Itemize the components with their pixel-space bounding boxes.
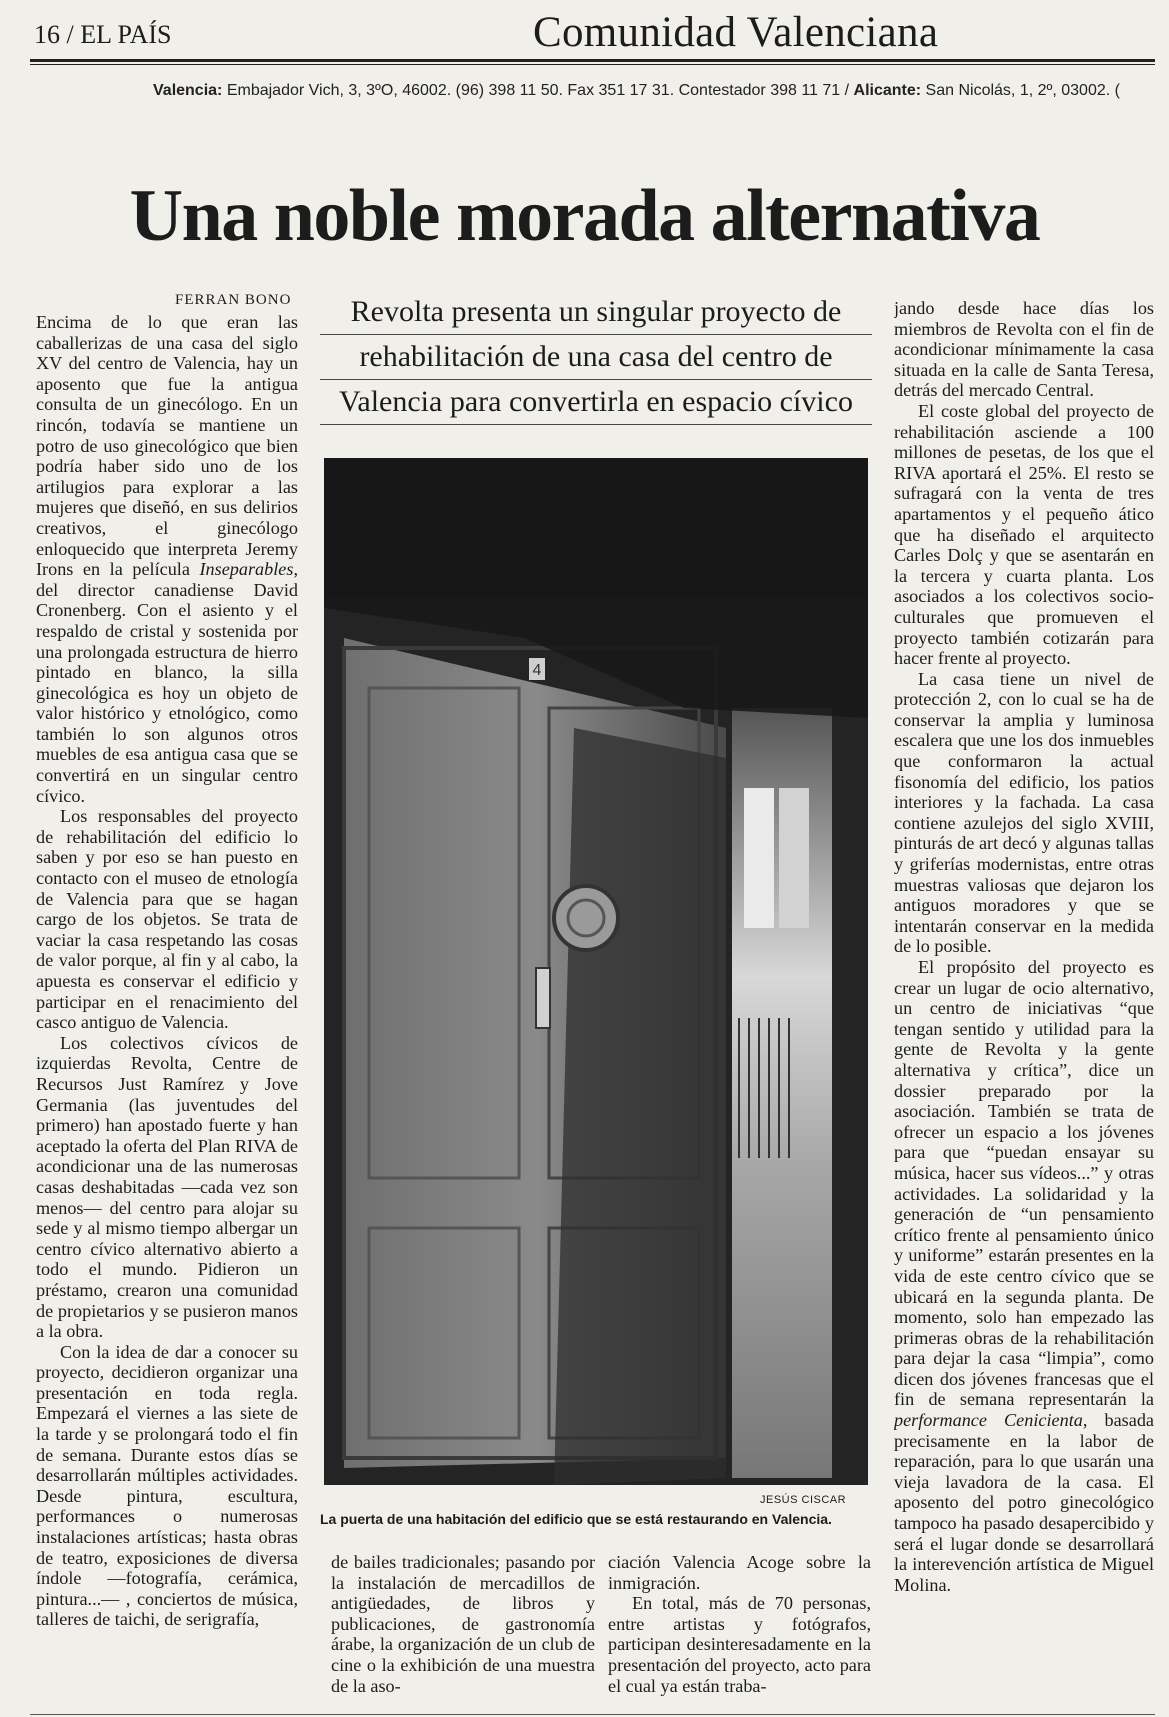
byline: FERRAN BONO [175,292,292,308]
paragraph: La casa tiene un nivel de protección 2, con lo cual se ha de conservar la amplia y luminosa escalera que une los dos inmuebles que conformaron la actual fisonomía del edificio, los patios interiores y la fachada. La casa contiene azulejos del siglo XVIII, pinturás de art decó y algunas tallas y griferías modernistas, entre otras muestras valiosas que dejaron los antiguos moradores y que se intentarán conservar en la medida de lo posible. [894,668,1154,957]
door-photo-illustration [324,458,868,1485]
paragraph: El coste global del proyecto de rehabilitación asciende a 100 millones de pesetas, de los que el RIVA aportará el 25%. El resto se sufragará con la venta de tres apartamentos y el pequeño ático que ha diseñado el arquitecto Carles Dolç y que se asentarán en la tercera y cuarta planta. Los asociados a los colectivos socio-culturales que promueven el proyecto también cotizarán para hacer frente al proyecto. [894,400,1154,669]
door-rosette [554,886,618,950]
paragraph: ciación Valencia Acoge sobre la inmigración. [608,1552,871,1593]
paragraph: Los colectivos cívicos de izquierdas Revolta, Centre de Recursos Just Ramírez y Jove Germania (las juventudes del primero) han apostado fuerte y han aceptado la oferta del Plan RIVA de acondicionar una de las numerosas casas deshabitadas —cada vez son menos— del centro para alojar su sede y al mismo tiempo albergar un centro cívico alternativo abierto a todo el mundo. Pidieron un préstamo, crearon una comunidad de propietarios y se pusieron manos a la obra. [36,1032,298,1342]
deck-line: Valencia para convertirla en espacio cívico [320,380,872,425]
film-title: Inseparables [199,559,294,580]
text-run: El propósito del proyecto es crear un lugar de ocio alternativo, un centro de iniciativas “que tengan sentido y utilidad para la gente de Revolta y la gente alternativa y crítica”, dice un dossier preparado por la asociación. También se trata de ofrecer un espacio a los jóvenes para que “puedan ensayar su música, hacer sus vídeos...” y otras actividades. La solidaridad y la generación de “un pensamiento crítico frente al pensamiento único y uniforme” estarán presentes en la vida de este centro cívico que se ubicará en la segunda planta. De momento, solo han empezado las primeras obras de la rehabilitación para dejar la casa “limpia”, como dicen dos jóvenes francesas que el fin de semana representarán la [894,957,1154,1410]
paragraph: Con la idea de dar a conocer su proyecto, decidieron organizar una presentación en toda regla. Empezará el viernes a las siete de la tarde y se prolongará todo el fin de semana. Durante estos días se desarrollarán múltiples actividades. Desde pintura, escultura, performances o numerosas instalaciones artísticas; hasta obras de teatro, exposiciones de diversa índole —fotografía, cerámica, pintura...— , conciertos de música, talleres de taichi, de serigrafía, [36,1341,298,1630]
masthead [0,0,1169,66]
paragraph: de bailes tradicionales; pasando por la instalación de mercadillos de antigüedades, de libros y publicaciones, de gastronomía árabe, la organización de un club de cine o la exhibición de una muestra de la aso- [331,1552,595,1696]
article-column-3 [894,298,1154,1710]
text-run: , del director canadiense David Cronenberg. Con el asiento y el respaldo de cristal y sostenida por una prolongada estructura de hierro pintado en blanco, la silla ginecológica es hoy un objeto de valor histórico y etnológico, como también lo son algunos otros muebles de esa antigua casa que se convertirá en un singular centro cívico. [36,559,298,806]
paragraph [36,312,298,806]
article-column-2a [331,1552,595,1710]
address-alicante: San Nicolás, 1, 2º, 03002. ( [921,82,1120,99]
performance-title: performance Cenicienta [894,1410,1083,1431]
article-deck [320,290,872,425]
photo-caption: La puerta de una habitación del edificio que se está restaurando en Valencia. [320,1511,832,1527]
article-headline: Una noble morada alternativa [129,175,1040,257]
paragraph: En total, más de 70 personas, entre artistas y fotógrafos, participan desinteresadamente en la presentación del proyecto, acto para el cual ya están traba- [608,1593,871,1696]
text-run: Encima de lo que eran las caballerizas de una casa del siglo XV del centro de Valencia, hay un aposento que fue la antigua consulta de un ginecólogo. En un rincón, todavía se mantiene un potro de uso ginecológico que bien podría haber sido uno de los artilugios para explorar a las mujeres que diseñó, en sus delirios creativos, el ginecólogo enloquecido que interpreta Jeremy Irons en la película [36,312,298,580]
text-run: , basada precisamente en la labor de reparación, para lo que usarán una vieja lavadora de la casa. El aposento del potro ginecológico tampoco ha pasado desapercibido y será el lugar donde se desarrollará la interevención artística de Miguel Molina. [894,1410,1154,1595]
paragraph: jando desde hace días los miembros de Revolta con el fin de acondicionar mínimamente la casa situada en la calle de Santa Teresa, detrás del mercado Central. [894,298,1154,401]
address-label-valencia: Valencia: [153,82,223,99]
door-number: 4 [532,662,542,679]
address-valencia: Embajador Vich, 3, 3ºO, 46002. (96) 398 11 50. Fax 351 17 31. Contestador 398 11 71 / [222,82,854,99]
section-title: Comunidad Valenciana [533,9,939,56]
door-handle [536,968,550,1028]
article-column-2b [608,1552,871,1710]
page-bottom-rule [30,1714,1155,1715]
office-address-line [153,82,1169,100]
masthead-rule [30,59,1155,62]
deck-line: Revolta presenta un singular proyecto de [320,290,872,335]
address-label-alicante: Alicante: [853,82,922,99]
page-number: 16 / EL PAÍS [34,20,172,49]
masthead-rule-thin [30,64,1155,65]
paragraph [894,957,1154,1595]
photo-credit: JESÚS CISCAR [760,1494,847,1506]
deck-line: rehabilitación de una casa del centro de [320,335,872,380]
article-photo-door [324,458,868,1485]
article-column-1 [36,312,298,1710]
paragraph: Los responsables del proyecto de rehabilitación del edificio lo saben y por eso se han puesto en contacto con el museo de etnología de Valencia para que se hagan cargo de los objetos. Se trata de vaciar la casa respetando las cosas de valor porque, al fin y al cabo, la apuesta es conservar el edificio y participar en el renacimiento del casco antiguo de Valencia. [36,806,298,1033]
